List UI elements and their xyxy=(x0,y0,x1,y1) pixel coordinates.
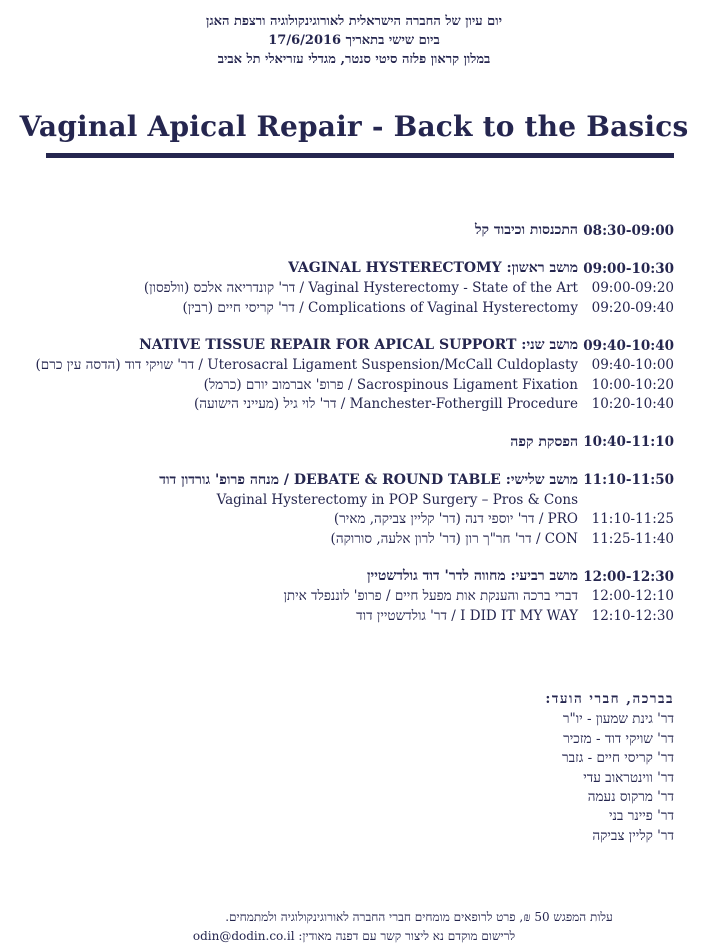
committee-member: דר' שויקי דוד - מזכיר xyxy=(563,730,674,747)
schedule-time: 11:10-11:50 xyxy=(583,472,674,489)
schedule-row xyxy=(20,606,674,626)
schedule-table xyxy=(20,221,674,626)
committee-member: דר' גינת שמעון - יו"ר xyxy=(562,711,674,728)
schedule-description: Vaginal Hysterectomy - State of the Art / דר' קונדריאה אלכס (וולפסון) xyxy=(143,280,578,297)
schedule-session-row xyxy=(20,471,674,491)
schedule-time: 09:40-10:00 xyxy=(591,357,674,374)
schedule-gap xyxy=(20,241,674,260)
schedule-row xyxy=(20,356,674,376)
committee-heading: בברכה, חברי הועד: xyxy=(545,691,674,707)
schedule-description: התכנסות וכיבוד קל xyxy=(474,222,578,239)
schedule-time: 09:00-10:30 xyxy=(583,260,674,277)
schedule-row xyxy=(20,510,674,530)
schedule-session-row xyxy=(20,336,674,356)
schedule-row xyxy=(20,279,674,299)
committee-member: דר' קליין צביקה xyxy=(592,827,674,844)
schedule-time: 11:25-11:40 xyxy=(591,530,674,547)
schedule-time: 12:10-12:30 xyxy=(591,607,674,624)
schedule-description: מושב רביעי: מחווה לדר' דוד גולדשטיין xyxy=(366,568,578,585)
schedule-description: I DID IT MY WAY / דר' גולדשטיין דוד xyxy=(356,607,578,624)
committee-member: דר' קריסי חיים - גזבר xyxy=(561,750,674,767)
footer-price-note: עלות המפגש 50 ₪, פרט לרופאים מומחים חברי החברה לאורוגינקולוגיה ולמתמחים. xyxy=(225,910,613,924)
committee-members xyxy=(374,710,674,846)
schedule-description: מושב שני: NATIVE TISSUE REPAIR FOR APICAL SUPPORT xyxy=(139,337,578,354)
schedule-description: Sacrospinous Ligament Fixation / פרופ' אברמוב יורם (כרמל) xyxy=(203,376,578,393)
schedule-description: Manchester-Fothergill Procedure / דר' לוי גיל (מעייני הישועה) xyxy=(193,396,578,413)
schedule-description: הפסקת קפה xyxy=(510,433,578,450)
schedule-gap xyxy=(20,452,674,471)
schedule-row xyxy=(20,395,674,415)
footer xyxy=(0,908,708,946)
schedule-description: Uterosacral Ligament Suspension/McCall Culdoplasty / דר' שויקי דוד (הדסה עין כרם) xyxy=(35,357,578,374)
page-title: Vaginal Apical Repair - Back to the Basics xyxy=(19,110,689,143)
schedule-row xyxy=(20,375,674,395)
event-header xyxy=(0,12,708,69)
schedule-description: Complications of Vaginal Hysterectomy / דר' קריסי חיים (רבין) xyxy=(182,299,578,316)
schedule-time: 10:00-10:20 xyxy=(591,376,674,393)
schedule-gap xyxy=(20,318,674,337)
schedule-time: 09:40-10:40 xyxy=(583,337,674,354)
schedule-time: 10:20-10:40 xyxy=(591,396,674,413)
schedule-description: מושב שלישי: DEBATE & ROUND TABLE / מנחה פרופ' גורדון דוד xyxy=(159,471,578,488)
schedule-description: Vaginal Hysterectomy in POP Surgery – Pros & Cons xyxy=(216,491,578,508)
schedule-description: דברי ברכה והענקת אות מפעל חיים / פרופ' לוננפלד איתן xyxy=(283,588,578,605)
title-underline xyxy=(46,153,674,158)
schedule-row xyxy=(20,490,674,510)
schedule-gap xyxy=(20,414,674,433)
schedule-row xyxy=(20,298,674,318)
header-venue: במלון קראון פלזה סיטי סנטר, מגדלי עזריאלי תל אביב xyxy=(217,52,491,67)
schedule-time: 08:30-09:00 xyxy=(583,222,674,239)
schedule-time: 10:40-11:10 xyxy=(583,434,674,451)
schedule-session-row xyxy=(20,221,674,241)
committee-member: דר' פיינר בני xyxy=(608,808,674,825)
header-date: ביום שישי בתאריך 17/6/2016 xyxy=(268,33,440,48)
schedule-time: 12:00-12:10 xyxy=(591,588,674,605)
schedule-description: PRO / דר' יוספי דנה (דר' קליין צביקה, מאיר) xyxy=(333,511,578,528)
schedule-description: מושב ראשון: VAGINAL HYSTERECTOMY xyxy=(288,260,578,277)
schedule-time: 09:00-09:20 xyxy=(591,280,674,297)
schedule-session-row xyxy=(20,259,674,279)
schedule-gap xyxy=(20,549,674,568)
schedule-row xyxy=(20,587,674,607)
header-organizer: יום עיון של החברה הישראלית לאורוגינקולוגיה ורצפת האגן xyxy=(206,14,502,29)
schedule-time: 12:00-12:30 xyxy=(583,568,674,585)
schedule-description: CON / דר' חר"ך רון (דר' לרון אלעה, סורוקה) xyxy=(330,530,578,547)
schedule-row xyxy=(20,529,674,549)
committee-member: דר' מרקוס נעמה xyxy=(587,789,674,806)
schedule-session-row xyxy=(20,567,674,587)
schedule-time: 11:10-11:25 xyxy=(591,511,674,528)
schedule-session-row xyxy=(20,433,674,453)
committee-member: דר' ווינטראוב עדי xyxy=(583,769,674,786)
committee-block xyxy=(374,690,674,846)
footer-registration-note: לרישום מוקדם נא ליצור קשר עם דפנה מאודין: odin@dodin.co.il xyxy=(192,929,516,943)
schedule-time: 09:20-09:40 xyxy=(591,299,674,316)
